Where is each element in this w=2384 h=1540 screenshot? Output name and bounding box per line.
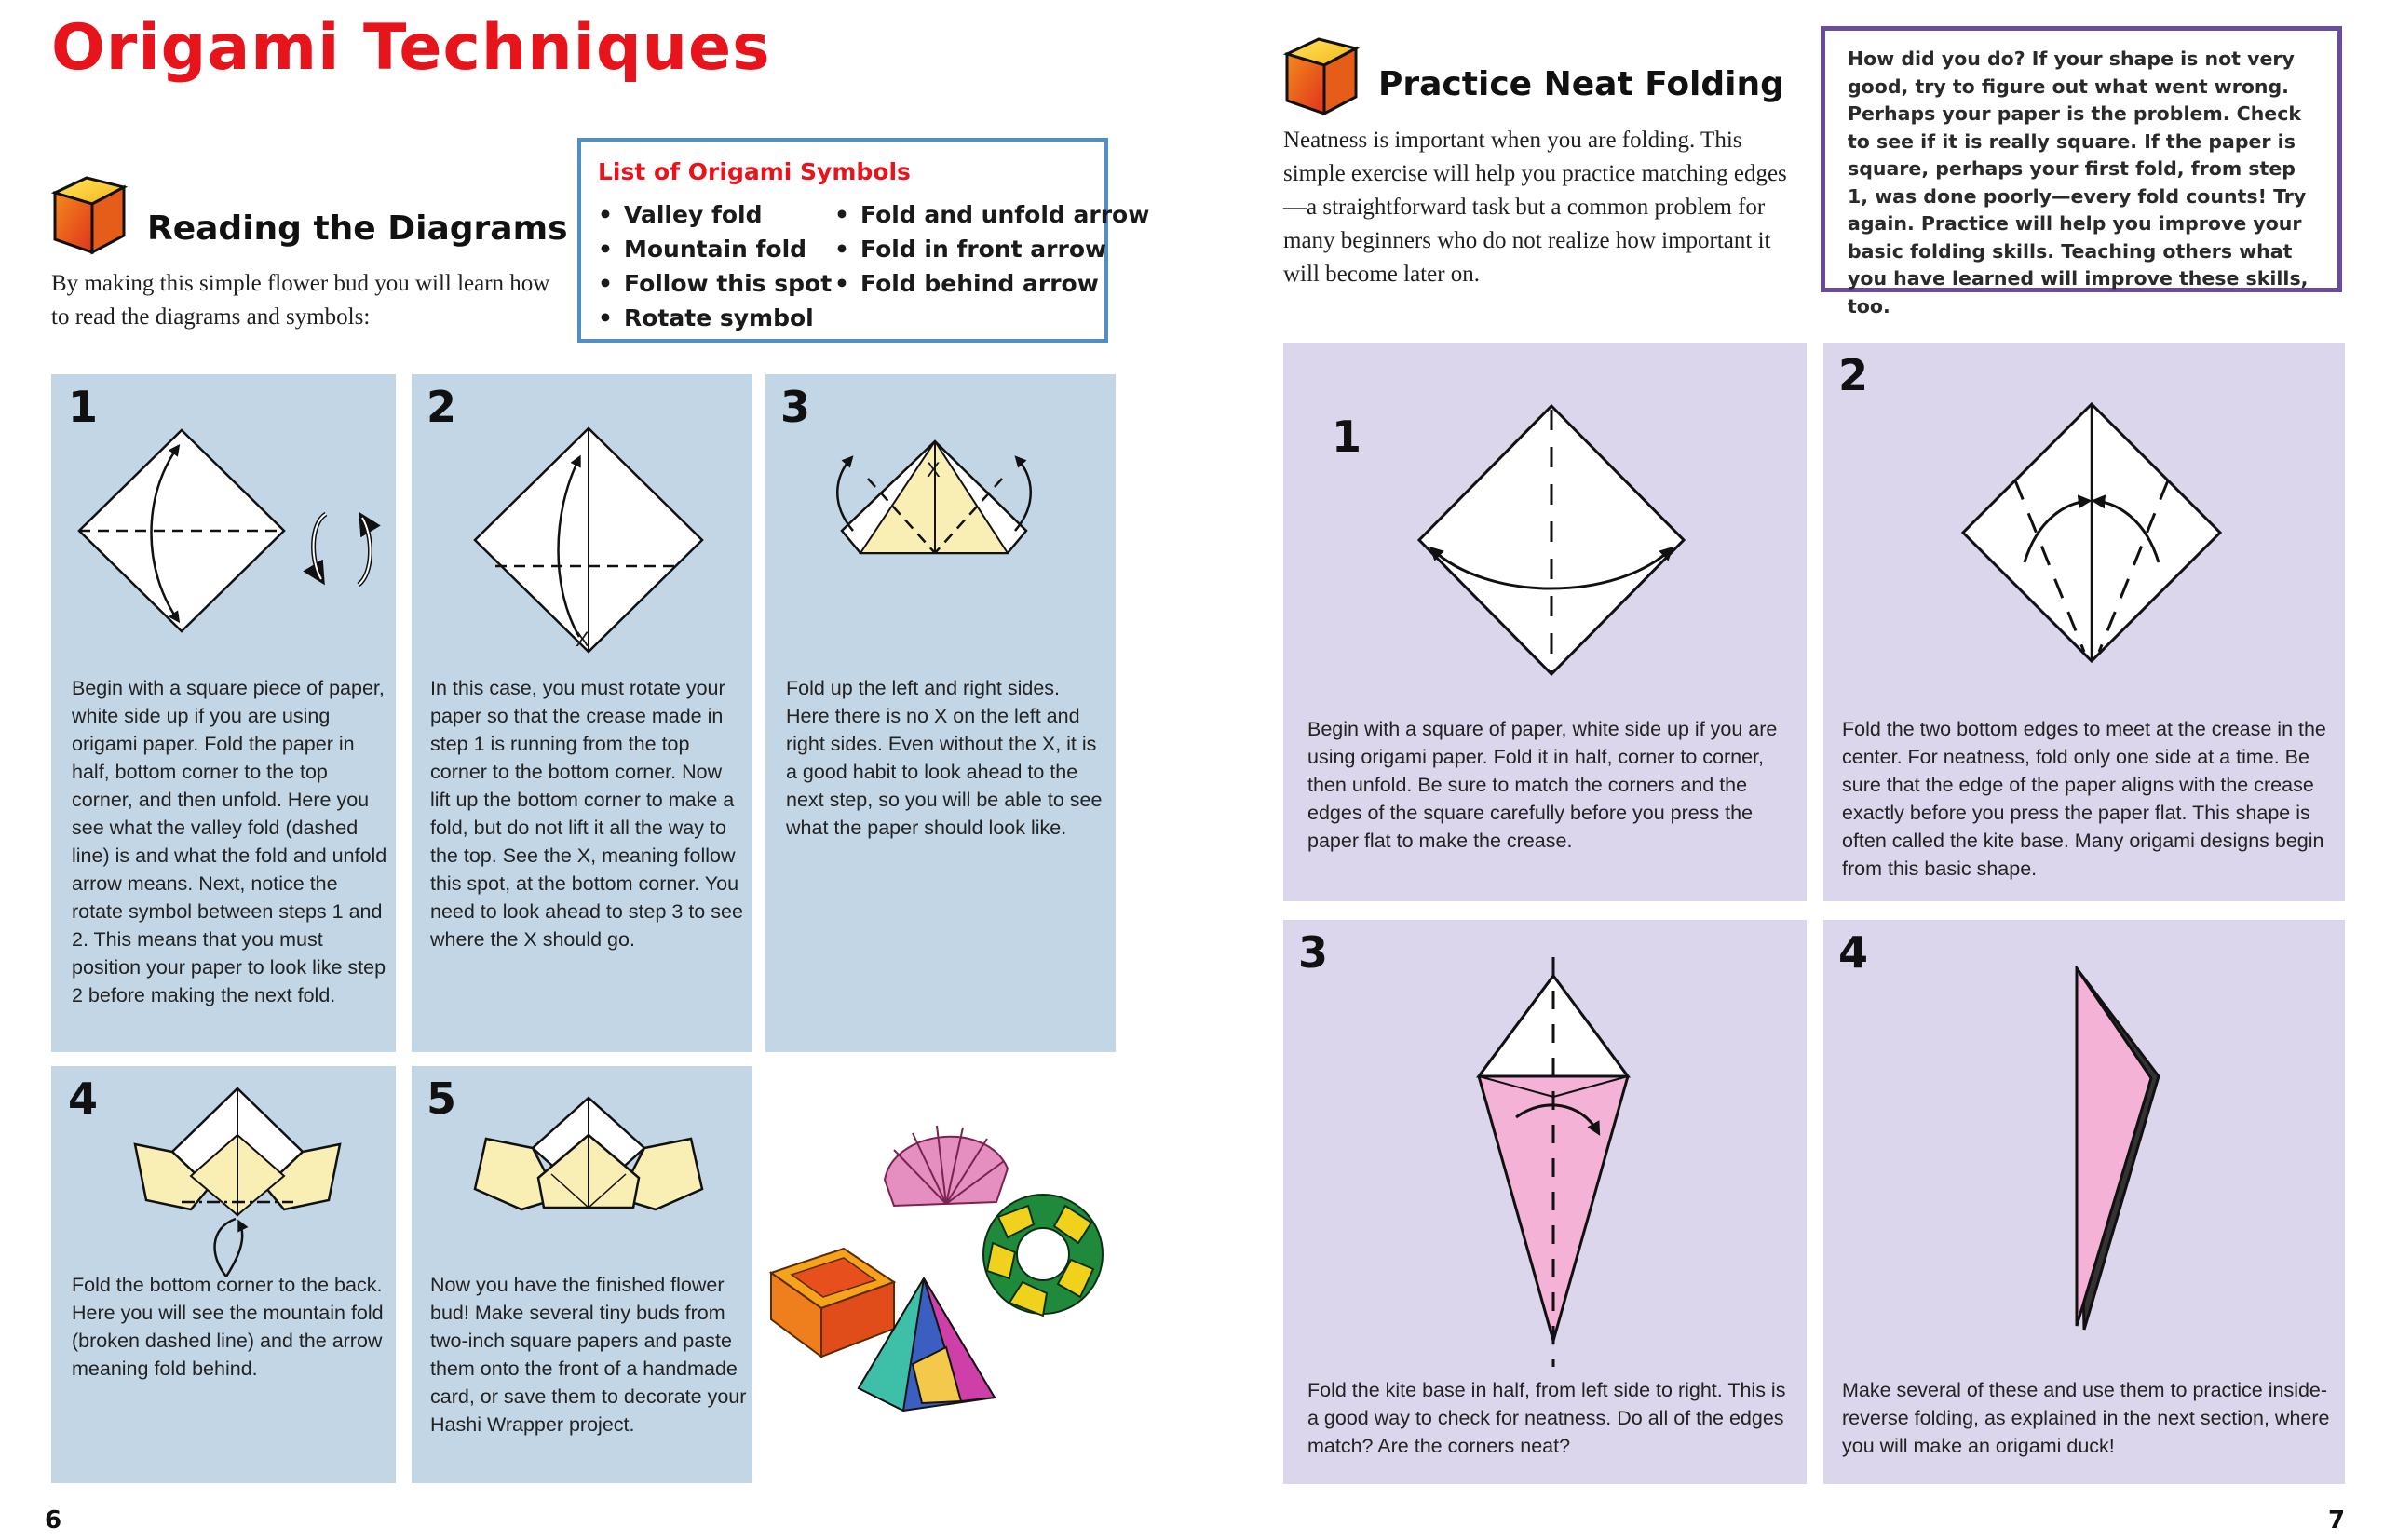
step-4-diagram [116,1079,359,1284]
step-text: Begin with a square of paper, white side up if you are using origami paper. Fold it in half, corner to corner, then unfold. Be sure to match the corners and the edges of the square carefully before you press the paper flat to make the crease. [1307,718,1778,852]
reading-intro: By making this simple flower bud you will learn how to read the diagrams and symbols: [51,271,550,330]
symbol-item: • Rotate symbol [598,301,832,335]
step-text: Fold the two bottom edges to meet at the crease in the center. For neatness, fold only one side at a time. Be sure that the edge of the paper aligns with the crease exactly before you press the paper flat. This shape is often called the kite base. Many origami designs begin from this basic shape. [1842,718,2326,880]
step-number: 4 [1838,927,1869,978]
step-5-diagram [458,1088,719,1237]
symbols-list-right [834,197,1149,301]
symbol-item: • Valley fold [598,197,832,232]
step-text: Fold the kite base in half, from left side to right. This is a good way to check for neatness. Do all of the edges match? Are the corners neat? [1307,1379,1786,1457]
practice-intro: Neatness is important when you are folding. This simple exercise will help you practice matching edges—a straightforward task but a common problem for many beginners who do not realize how important it will become later on. [1283,128,1787,287]
step-number: 1 [68,382,99,432]
step-number: 4 [68,1074,99,1124]
follow-spot-mark: X [927,458,941,481]
step-number: 2 [427,382,457,432]
practice-panel-3 [1283,920,1807,1484]
step-text: Fold up the left and right sides. Here there is no X on the left and right sides. Even without the X, it is a good habit to look ahead to the next step, so you will be able to see what the paper should look like. [786,677,1103,839]
step-1-diagram [61,421,396,644]
step-text: In this case, you must rotate your paper so that the crease made in step 1 is running from the top corner to the bottom corner. Now lift up the bottom corner to make a fold, but do not lift it all the way to the top. See the X, meaning follow this spot, at the bottom corner. You need to look ahead to step 3 to see where the X should go. [430,677,743,951]
practice-panel-2 [1823,343,2345,901]
practice-panel-1 [1283,343,1807,901]
symbol-item: • Fold in front arrow [834,232,1149,266]
step-number: 3 [780,382,811,432]
symbol-item: • Mountain fold [598,232,832,266]
step-panel-3 [765,374,1116,1052]
cube-icon [51,172,128,258]
cube-icon [1283,34,1360,119]
step-text: Now you have the finished flower bud! Make several tiny buds from two-inch square papers and paste them onto the front of a handmade card, or save them to decorate your Hashi Wrapper project. [430,1274,747,1436]
symbols-title: List of Origami Symbols [598,158,911,185]
follow-spot-mark: X [576,628,589,651]
page-number-right: 7 [2328,1506,2346,1534]
practice-2-diagram [1935,399,2242,696]
step-text: Begin with a square piece of paper, white side up if you are using origami paper. Fold the paper in half, bottom corner to the top corner, and then unfold. Here you see what the valley fold (dashed line) is and what the fold and unfold arrow means. Next, notice the rotate symbol between steps 1 and 2. This means that you must position your paper to look like step 2 before making the next fold. [72,677,387,1006]
page-title: Origami Techniques [51,11,771,85]
practice-4-diagram [2056,966,2187,1358]
symbol-item: • Follow this spot [598,266,832,301]
step-text: Fold the bottom corner to the back. Here you will see the mountain fold (broken dashed line) and the arrow meaning fold behind. [72,1274,384,1380]
step-panel-2 [412,374,752,1052]
page-number-left: 6 [45,1506,62,1534]
step-panel-5 [412,1066,752,1483]
tip-box: How did you do? If your shape is not very good, try to figure out what went wrong. Perhaps your paper is the problem. Check to see if it is really square. If the paper is square, perhaps your first fold, from step 1, was done poorly—every fold counts! Try again. Practice will help you improve your basic folding skills. Teaching others what you have learned will improve these skills, too. [1821,26,2342,292]
step-panel-4 [51,1066,396,1483]
step-panel-1 [51,374,396,1052]
practice-heading: Practice Neat Folding [1378,65,1784,103]
step-3-diagram [775,421,1110,607]
practice-3-diagram [1442,957,1665,1367]
step-number: 1 [1332,412,1362,462]
reading-heading: Reading the Diagrams [147,209,568,248]
step-number: 2 [1838,350,1869,400]
practice-panel-4 [1823,920,2345,1484]
symbol-item: • Fold and unfold arrow [834,197,1149,232]
origami-models-image [764,1113,1108,1485]
step-text: Make several of these and use them to practice inside-reverse folding, as explained in the next section, where you will make an origami duck! [1842,1379,2330,1457]
symbol-item: • Fold behind arrow [834,266,1149,301]
step-number: 5 [427,1074,457,1124]
symbols-list-left [598,197,832,335]
symbols-box [577,138,1150,343]
practice-1-diagram [1395,397,1702,704]
step-number: 3 [1298,927,1329,978]
